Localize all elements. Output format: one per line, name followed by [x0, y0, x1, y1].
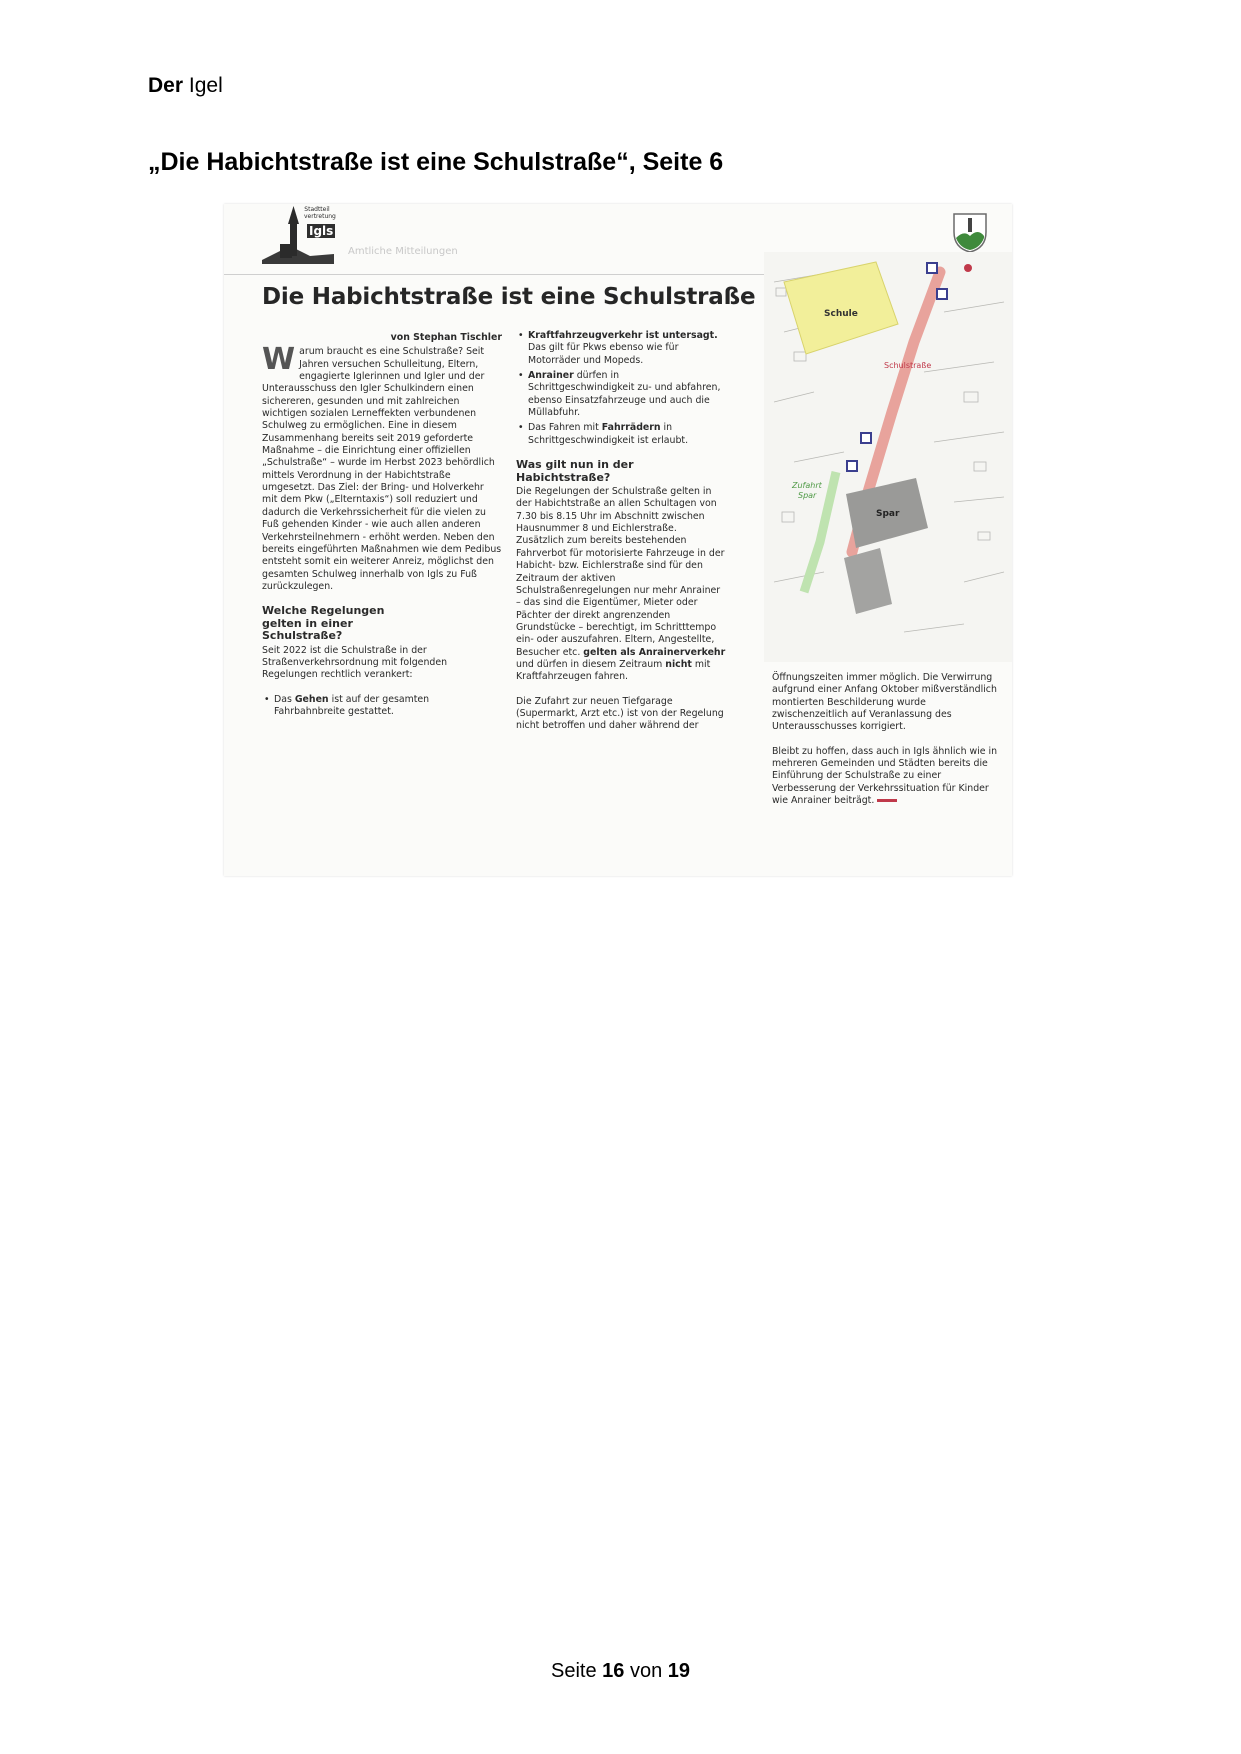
habicht-paragraph: Die Regelungen der Schulstraße gelten in der Habichtstraße an allen Schultagen von 7.30 bis 8.15 Uhr im Abschnitt zwischen Hausnummer 8 und Eichlerstraße. Zusätzlich zum bereits bestehenden Fahrverbot für motorisierte Fahrzeuge in der Habicht- bzw. Eichlerstraße sind für den Zeitraum der aktiven Schulstraßenregelungen nur mehr Anrainer – das sind die Eigentümer, Mieter oder Pächter der direkt angrenzenden Grundstücke – berechtigt, im Schritttempo ein- oder auszufahren. Eltern, Angestellte, Besucher etc. gelten als Anrainerverkehr und dürfen in diesem Zeitraum nicht mit Kraftfahrzeugen fahren.: [516, 486, 726, 683]
garage-paragraph: Die Zufahrt zur neuen Tiefgarage (Supermarkt, Arzt etc.) ist von der Regelung nicht betroffen und daher während der: [516, 695, 724, 732]
article-column-1: [262, 332, 502, 720]
article-byline: von Stephan Tischler: [390, 332, 502, 343]
parking-building: [844, 548, 892, 614]
dropcap: W: [262, 342, 296, 378]
header-brand-bold: Der: [148, 74, 184, 97]
document-title: „Die Habichtstraße ist eine Schulstraße“, Seite 6: [148, 148, 724, 176]
map-label-schule: Schule: [824, 309, 858, 319]
rules-list-part-1: [262, 694, 502, 719]
rules-list-part-2: [516, 330, 726, 447]
map-label-spar-green: Spar: [798, 491, 817, 500]
subhead-rules: Welche Regelungen gelten in einer Schulstraße?: [262, 604, 385, 643]
end-mark: [877, 799, 897, 802]
subhead-habichtstrasse: Was gilt nun in der Habichtstraße?: [516, 458, 634, 484]
map-label-spar: Spar: [876, 509, 900, 519]
logo-small-text: Stadtteil vertretung: [304, 206, 336, 220]
header-brand-rest: Igel: [188, 74, 223, 97]
map-label-schulstrasse: Schulstraße: [884, 361, 932, 370]
closing-paragraph: Bleibt zu hoffen, dass auch in Igls ähnlich wie in mehreren Gemeinden und Städten bereits die Einführung der Schulstraße zu einer Verbesserung der Verkehrssituation für Kinder wie Anrainer beiträgt.: [772, 745, 998, 807]
zufahrt-path: [804, 472, 836, 592]
newspaper-clipping: [224, 204, 1012, 876]
list-item: • Das Gehen ist auf der gesamten Fahrbahnbreite gestattet.: [262, 694, 502, 719]
list-item: • Kraftfahrzeugverkehr ist untersagt. Das gilt für Pkws ebenso wie für Motorräder und Mopeds.: [516, 330, 726, 367]
section-label: Amtliche Mitteilungen: [348, 246, 458, 257]
current-page-number: 16: [602, 1660, 625, 1682]
total-pages: 19: [667, 1660, 690, 1682]
school-area: [784, 262, 898, 354]
list-item: • Anrainer dürfen in Schrittgeschwindigkeit zu- und abfahren, ebenso Einsatzfahrzeuge und auch die Müllabfuhr.: [516, 370, 726, 419]
article-column-2: [516, 330, 726, 733]
map-label-zufahrt: Zufahrt: [792, 481, 822, 490]
intro-paragraph: Warum braucht es eine Schulstraße? Seit Jahren versuchen Schulleitung, Eltern, engagierte Iglerinnen und Igler und der Unterausschuss den Igler Schulkindern einen sichereren, gesunden und mit zahlreichen wichtigen sozialen Lerneffekten verbundenen Schulweg zu ermöglichen. Eine in diesem Zusammenhang bereits seit 2019 geforderte Maßnahme – die Einrichtung einer offiziellen „Schulstraße“ – wurde im Herbst 2023 behördlich mittels Verordnung in der Habichtstraße umgesetzt. Das Ziel: der Bring- und Holverkehr mit dem Pkw („Elterntaxis“) soll reduziert und dadurch die Verkehrssicherheit für die vielen zu Fuß gehenden Kinder - wie auch allen anderen Verkehrsteilnehmern - erhöht werden. Neben den bereits eingeführten Maßnahmen wie dem Pedibus entsteht somit ein weiterer Anreiz, möglichst den gesamten Schulweg innerhalb von Igls zu Fuß zurückzulegen.: [262, 342, 502, 592]
opening-hours-paragraph: Öffnungszeiten immer möglich. Die Verwirrung aufgrund einer Anfang Oktober mißverständlich montierten Beschilderung wurde zwischenzeitlich auf Veranlassung des Unterausschusses korrigiert.: [772, 672, 997, 733]
article-title: Die Habichtstraße ist eine Schulstraße: [262, 284, 756, 310]
logo-name: Igls: [309, 224, 334, 238]
document-header: [148, 74, 223, 98]
crest-icon: [950, 208, 990, 258]
list-item: • Das Fahren mit Fahrrädern in Schrittgeschwindigkeit ist erlaubt.: [516, 422, 726, 447]
street-map: [764, 252, 1012, 662]
rules-paragraph: Seit 2022 ist die Schulstraße in der Straßenverkehrsordnung mit folgenden Regelungen rechtlich verankert:: [262, 644, 448, 681]
page-footer: Seite 16 von 19: [550, 1660, 690, 1682]
article-column-3: [772, 672, 1000, 807]
